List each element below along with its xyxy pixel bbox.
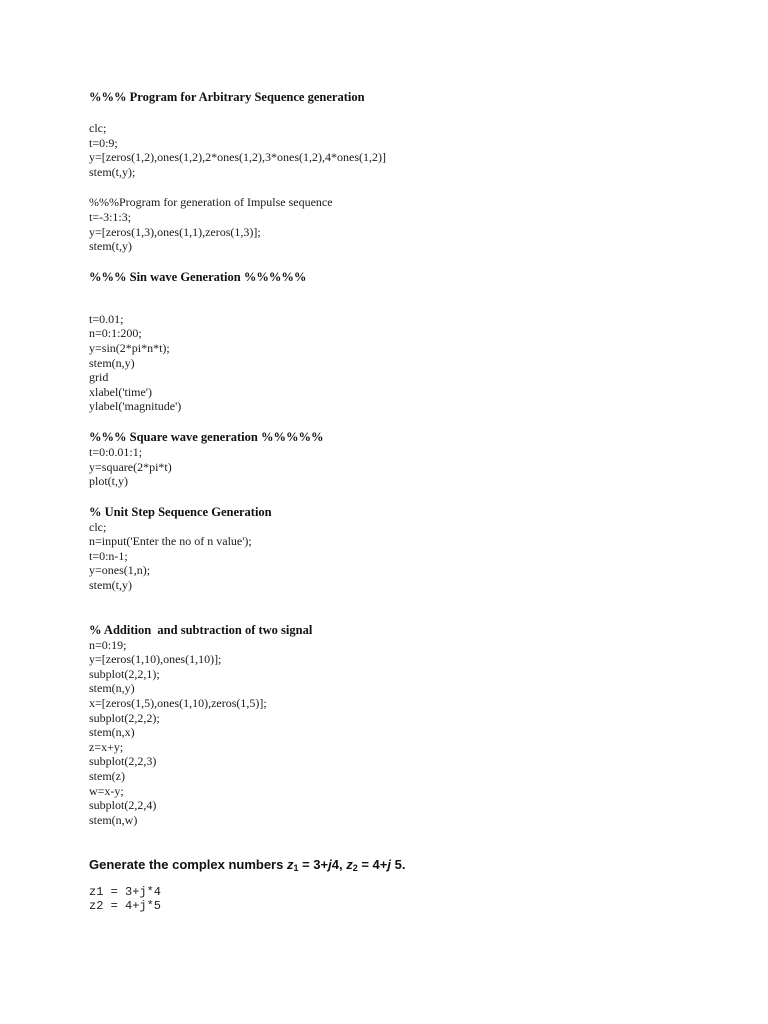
section-heading-arbitrary-sequence: %%% Program for Arbitrary Sequence generation bbox=[89, 90, 365, 104]
section-heading-square-wave: %%% Square wave generation %%%%% bbox=[89, 429, 324, 444]
code-line: t=-3:1:3; bbox=[89, 209, 132, 224]
code-line: subplot(2,2,1); bbox=[89, 666, 160, 681]
section-heading-unit-step: % Unit Step Sequence Generation bbox=[89, 504, 272, 519]
code-line: plot(t,y) bbox=[89, 474, 128, 489]
code-line: stem(t,y) bbox=[89, 578, 132, 593]
code-line: z1 = 3+j*4 bbox=[89, 885, 162, 900]
section-heading-impulse-sequence: %%%Program for generation of Impulse sequence bbox=[89, 195, 333, 210]
code-line: ylabel('magnitude') bbox=[89, 399, 182, 414]
code-line: stem(t,y) bbox=[89, 239, 132, 254]
code-line: stem(n,x) bbox=[89, 725, 135, 740]
section-heading-addition-subtraction: % Addition and subtraction of two signal bbox=[89, 622, 313, 637]
code-line: y=sin(2*pi*n*t); bbox=[89, 340, 170, 355]
code-line: t=0:0.01:1; bbox=[89, 444, 143, 459]
complex-numbers-heading: Generate the complex numbers $z_1 = 3+j4$, $z_2 = 4+j$ 5. bbox=[89, 857, 406, 874]
code-line: w=x-y; bbox=[89, 783, 124, 798]
code-block-square-wave bbox=[89, 445, 729, 489]
code-line: subplot(2,2,3) bbox=[89, 754, 157, 769]
code-block-impulse-sequence bbox=[89, 210, 729, 254]
code-line: y=ones(1,n); bbox=[89, 563, 151, 578]
code-block-unit-step bbox=[89, 520, 729, 593]
code-line: y=[zeros(1,10),ones(1,10)]; bbox=[89, 652, 222, 667]
code-line: clc; bbox=[89, 519, 107, 534]
code-line: stem(n,w) bbox=[89, 812, 138, 827]
code-line: y=[zeros(1,2),ones(1,2),2*ones(1,2),3*ones(1,2),4*ones(1,2)] bbox=[89, 150, 387, 165]
code-line: z=x+y; bbox=[89, 739, 124, 754]
document-page bbox=[89, 90, 729, 913]
code-block-arbitrary-sequence bbox=[89, 121, 729, 179]
code-line: grid bbox=[89, 370, 109, 385]
code-line: clc; bbox=[89, 121, 107, 135]
code-line: n=0:19; bbox=[89, 637, 127, 652]
code-line: y=square(2*pi*t) bbox=[89, 459, 172, 474]
code-line: subplot(2,2,2); bbox=[89, 710, 160, 725]
code-line: y=[zeros(1,3),ones(1,1),zeros(1,3)]; bbox=[89, 224, 261, 239]
code-block-addition-subtraction bbox=[89, 638, 729, 828]
code-line: stem(t,y); bbox=[89, 164, 136, 179]
code-line: t=0:n-1; bbox=[89, 548, 128, 563]
section-heading-sin-wave: %%% Sin wave Generation %%%%% bbox=[89, 269, 307, 284]
code-line: t=0:9; bbox=[89, 135, 118, 150]
code-line: stem(n,y) bbox=[89, 681, 135, 696]
code-line: xlabel('time') bbox=[89, 384, 152, 399]
code-line: stem(n,y) bbox=[89, 355, 135, 370]
code-line: n=input('Enter the no of n value'); bbox=[89, 534, 252, 549]
code-block-complex-numbers bbox=[89, 886, 729, 913]
code-line: x=[zeros(1,5),ones(1,10),zeros(1,5)]; bbox=[89, 696, 267, 711]
code-block-sin-wave bbox=[89, 312, 729, 414]
code-line: t=0.01; bbox=[89, 311, 124, 326]
code-line: stem(z) bbox=[89, 769, 125, 783]
code-line: z2 = 4+j*5 bbox=[89, 898, 162, 913]
code-line: subplot(2,2,4) bbox=[89, 798, 157, 813]
code-line: n=0:1:200; bbox=[89, 326, 142, 341]
